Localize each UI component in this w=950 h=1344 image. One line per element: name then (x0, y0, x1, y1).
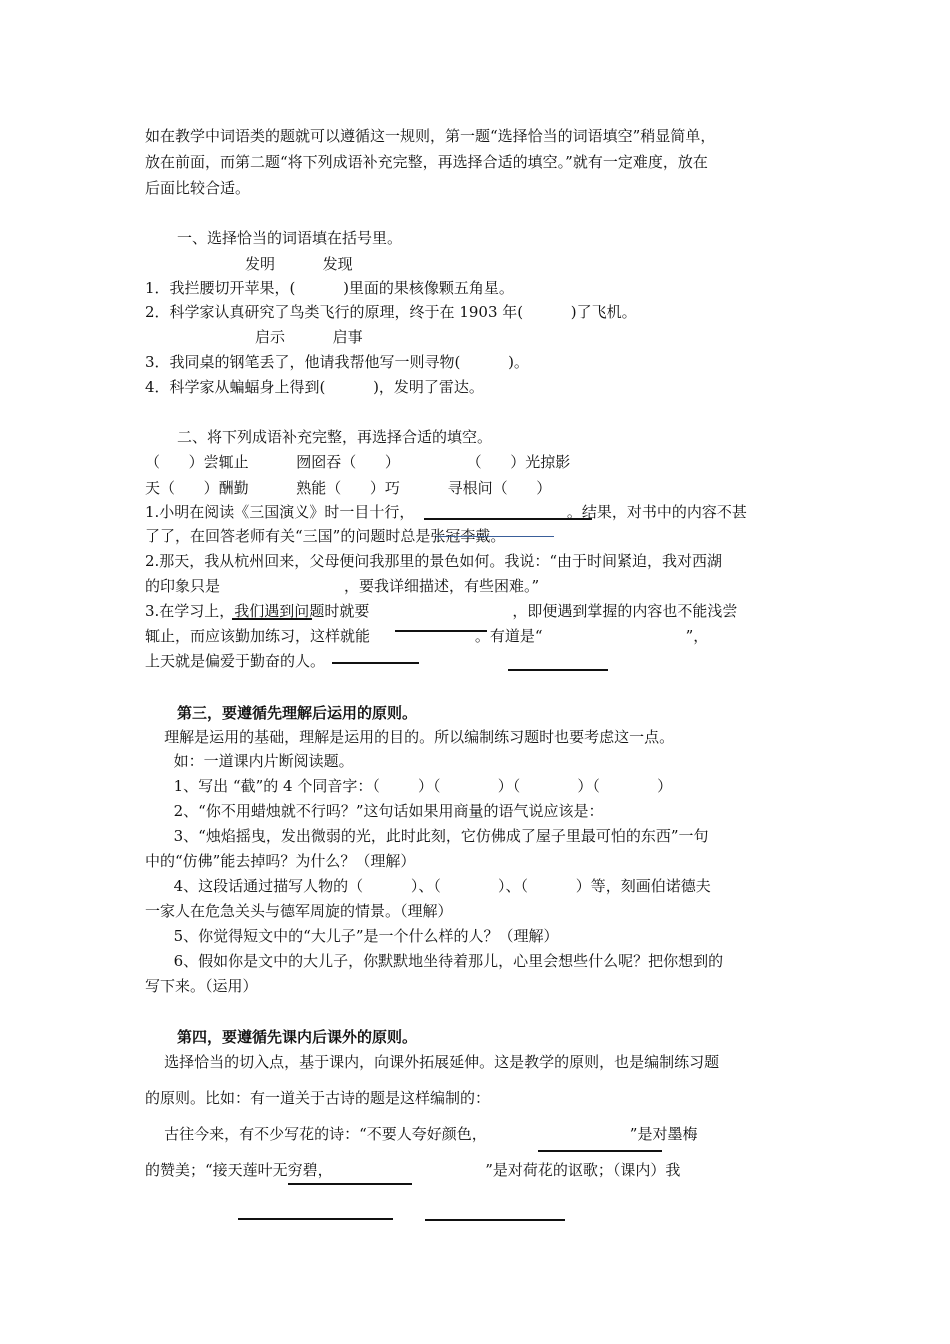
reading-question-6b: 写下来。（运用） (145, 977, 258, 995)
exercise-2-heading: 二、将下列成语补充完整，再选择合适的填空。 (177, 428, 493, 446)
sentence-2-line-b: 的印象只是 ，要我详细描述，有些困难。” (145, 577, 540, 595)
intro-line-2: 放在前面，而第二题“将下列成语补充完整，再选择合适的填空。”就有一定难度，放在 (145, 153, 708, 171)
reading-question-2: 2、“你不用蜡烛就不行吗？”这句话如果用商量的语气说应该是： (145, 802, 604, 820)
exercise-1-heading: 一、选择恰当的词语填在括号里。 (177, 229, 403, 247)
section-3-paragraph-2: 如：一道课内片断阅读题。 (145, 752, 354, 770)
reading-question-3b: 中的“仿佛”能去掉吗？为什么？（理解） (145, 852, 416, 870)
section-4-heading: 第四，要遵循先课内后课外的原则。 (177, 1028, 418, 1046)
answer-line (288, 1183, 412, 1185)
section-4-paragraph-4: 的赞美；“接天莲叶无穷碧， ”是对荷花的讴歌；（课内）我 (145, 1161, 681, 1179)
sentence-3-line-b: 辄止，而应该勤加练习，这样就能 。有道是“ ”， (145, 627, 709, 645)
reading-question-5: 5、你觉得短文中的“大儿子”是一个什么样的人？（理解） (145, 927, 559, 945)
strike-mark (436, 536, 554, 537)
exercise-1-question-1: 1．我拦腰切开苹果，( )里面的果核像颗五角星。 (145, 279, 514, 297)
answer-line (238, 1218, 393, 1220)
answer-line (425, 1219, 565, 1221)
word-choices-b: 启示 启事 (255, 328, 363, 346)
section-4-paragraph-1: 选择恰当的切入点，基于课内，向课外拓展延伸。这是教学的原则，也是编制练习题 (145, 1053, 720, 1071)
intro-line-1: 如在教学中词语类的题就可以遵循这一规则，第一题“选择恰当的词语填空”稍显简单， (145, 127, 716, 145)
reading-question-4b: 一家人在危急关头与德军周旋的情景。（理解） (145, 902, 453, 920)
sentence-3-line-a: 3.在学习上，我们遇到问题时就要 ，即便遇到掌握的内容也不能浅尝 (145, 602, 738, 620)
exercise-1-question-2: 2．科学家认真研究了鸟类飞行的原理，终于在 1903 年( )了飞机。 (145, 303, 637, 321)
idioms-row-1: （ ）尝辄止 囫囵吞（ ） （ ）光掠影 (145, 453, 571, 471)
reading-question-1: 1、写出 “截”的 4 个同音字：（ ）（ ）（ ）（ ） (145, 777, 673, 795)
answer-line (424, 518, 592, 520)
reading-question-3a: 3、“烛焰摇曳，发出微弱的光，此时此刻，它仿佛成了屋子里最可怕的东西”一句 (145, 827, 709, 845)
sentence-2-line-a: 2.那天，我从杭州回来，父母便问我那里的景色如何。我说：“由于时间紧迫，我对西湖 (145, 552, 722, 570)
answer-line (508, 669, 608, 671)
sentence-1-line-b: 了了，在回答老师有关“三国”的问题时总是张冠李戴。 (145, 527, 506, 545)
reading-question-4a: 4、这段话通过描写人物的（ ）、（ ）、（ ）等，刻画伯诺德夫 (145, 877, 711, 895)
sentence-3-line-c: 上天就是偏爱于勤奋的人。 (145, 652, 326, 670)
section-3-heading: 第三，要遵循先理解后运用的原则。 (177, 704, 418, 722)
section-3-paragraph-1: 理解是运用的基础，理解是运用的目的。所以编制练习题时也要考虑这一点。 (145, 728, 675, 746)
exercise-1-question-4: 4．科学家从蝙蝠身上得到( )，发明了雷达。 (145, 378, 484, 396)
reading-question-6a: 6、假如你是文中的大儿子，你默默地坐待着那儿，心里会想些什么呢？把你想到的 (145, 952, 724, 970)
answer-line (395, 630, 487, 632)
word-choices-a: 发明 发现 (245, 255, 353, 273)
sentence-1-line-a: 1.小明在阅读《三国演义》时一目十行， 。结果，对书中的内容不甚 (145, 503, 747, 521)
section-4-paragraph-3: 古往今来，有不少写花的诗：“不要人夸好颜色， ”是对墨梅 (145, 1125, 698, 1143)
exercise-1-question-3: 3．我同桌的钢笔丢了，他请我帮他写一则寻物( )。 (145, 353, 529, 371)
answer-line (232, 618, 312, 620)
section-4-paragraph-2: 的原则。比如：有一道关于古诗的题是这样编制的： (145, 1089, 491, 1107)
intro-line-3: 后面比较合适。 (145, 179, 251, 197)
answer-line (332, 662, 419, 664)
idioms-row-2: 天（ ）酬勤 熟能（ ）巧 寻根问（ ） (145, 479, 552, 497)
answer-line (538, 1150, 662, 1152)
